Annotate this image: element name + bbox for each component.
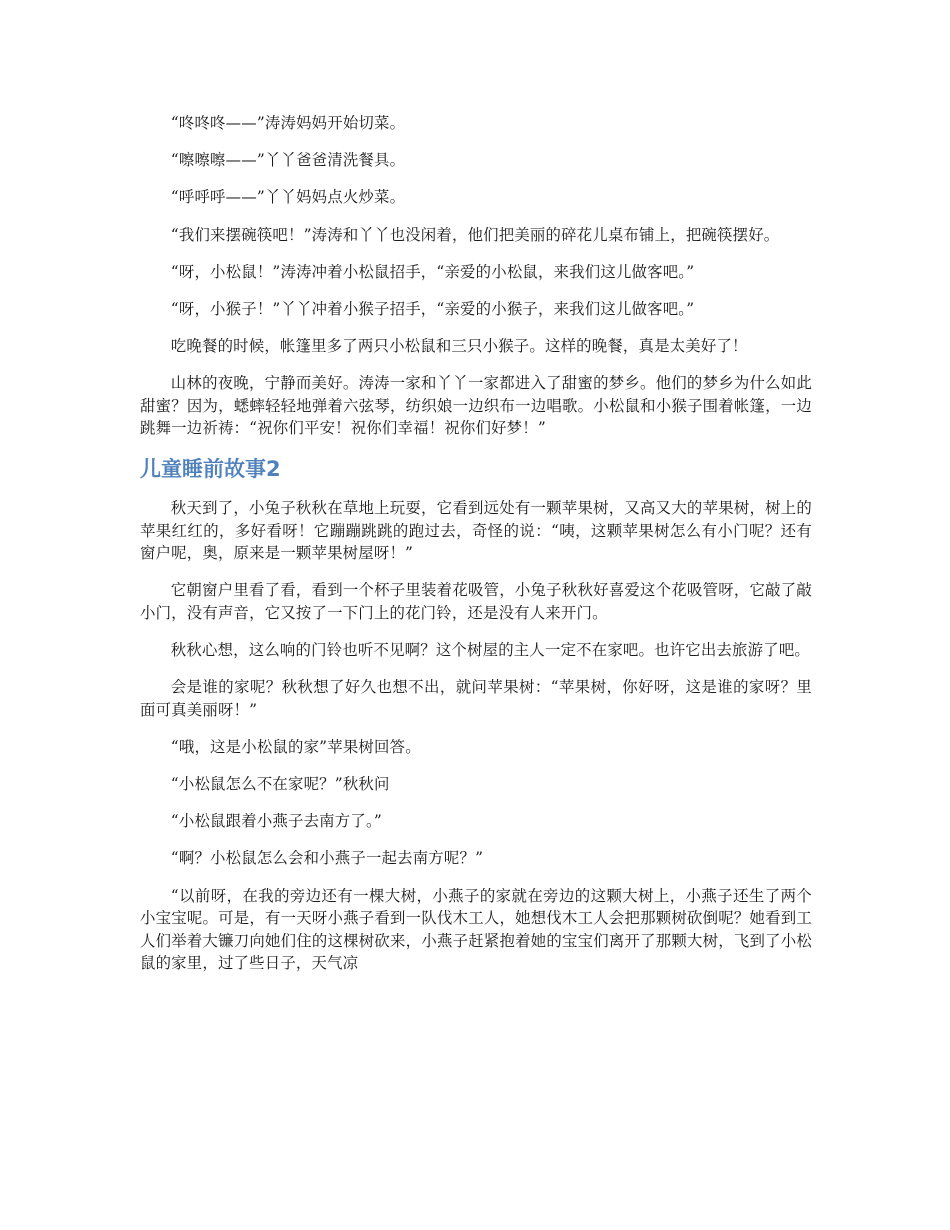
paragraph: 山林的夜晚，宁静而美好。涛涛一家和丫丫一家都进入了甜蜜的梦乡。他们的梦乡为什么如此甜蜜？因为，蟋蟀轻轻地弹着六弦琴，纺织娘一边织布一边唱歌。小松鼠和小猴子围着帐篷，一边跳舞一边祈祷：“祝你们平安！祝你们幸福！祝你们好梦！”	[140, 374, 812, 438]
document-page	[140, 112, 812, 989]
paragraph: 会是谁的家呢？秋秋想了好久也想不出，就问苹果树：“苹果树，你好呀，这是谁的家呀？里面可真美丽呀！”	[140, 678, 812, 719]
paragraph: “小松鼠怎么不在家呢？”秋秋问	[170, 775, 390, 794]
paragraph: “以前呀，在我的旁边还有一棵大树，小燕子的家就在旁边的这颗大树上，小燕子还生了两个小宝宝呢。可是，有一天呀小燕子看到一队伐木工人，她想伐木工人会把那颗树砍倒呢？她看到工人们举着大镰刀向她们住的这棵树砍来，小燕子赶紧抱着她的宝宝们离开了那颗大树，飞到了小松鼠的家里，过了些日子，天气凉	[140, 886, 812, 972]
paragraph: “我们来摆碗筷吧！”涛涛和丫丫也没闲着，他们把美丽的碎花儿桌布铺上，把碗筷摆好。	[170, 225, 780, 244]
paragraph: 秋秋心想，这么响的门铃也听不见啊？这个树屋的主人一定不在家吧。也许它出去旅游了吧。	[170, 641, 811, 660]
paragraph: “呼呼呼——”丫丫妈妈点火炒菜。	[170, 188, 406, 207]
paragraph: 它朝窗户里看了看，看到一个杯子里装着花吸管，小兔子秋秋好喜爱这个花吸管呀，它敲了敲小门，没有声音，它又按了一下门上的花门铃，还是没有人来开门。	[140, 581, 812, 622]
paragraph: “呀，小松鼠！”涛涛冲着小松鼠招手，“亲爱的小松鼠，来我们这儿做客吧。”	[170, 262, 695, 281]
paragraph: 吃晚餐的时候，帐篷里多了两只小松鼠和三只小猴子。这样的晚餐，真是太美好了！	[170, 337, 748, 356]
paragraph: “小松鼠跟着小燕子去南方了。”	[170, 812, 382, 831]
paragraph: “呀，小猴子！”丫丫冲着小猴子招手，“亲爱的小猴子，来我们这儿做客吧。”	[170, 300, 695, 319]
paragraph: “啊？小松鼠怎么会和小燕子一起去南方呢？”	[170, 849, 484, 868]
paragraph: “哦，这是小松鼠的家”苹果树回答。	[170, 737, 421, 756]
paragraph: “嚓嚓嚓——”丫丫爸爸清洗餐具。	[170, 151, 406, 170]
paragraph: 秋天到了，小兔子秋秋在草地上玩耍，它看到远处有一颗苹果树，又高又大的苹果树，树上的苹果红红的，多好看呀！它蹦蹦跳跳的跑过去，奇怪的说：“咦，这颗苹果树怎么有小门呢？还有窗户呢，奥，原来是一颗苹果树屋呀！”	[140, 499, 812, 563]
section-heading: 儿童睡前故事2	[140, 457, 281, 482]
paragraph: “咚咚咚——”涛涛妈妈开始切菜。	[170, 114, 406, 132]
